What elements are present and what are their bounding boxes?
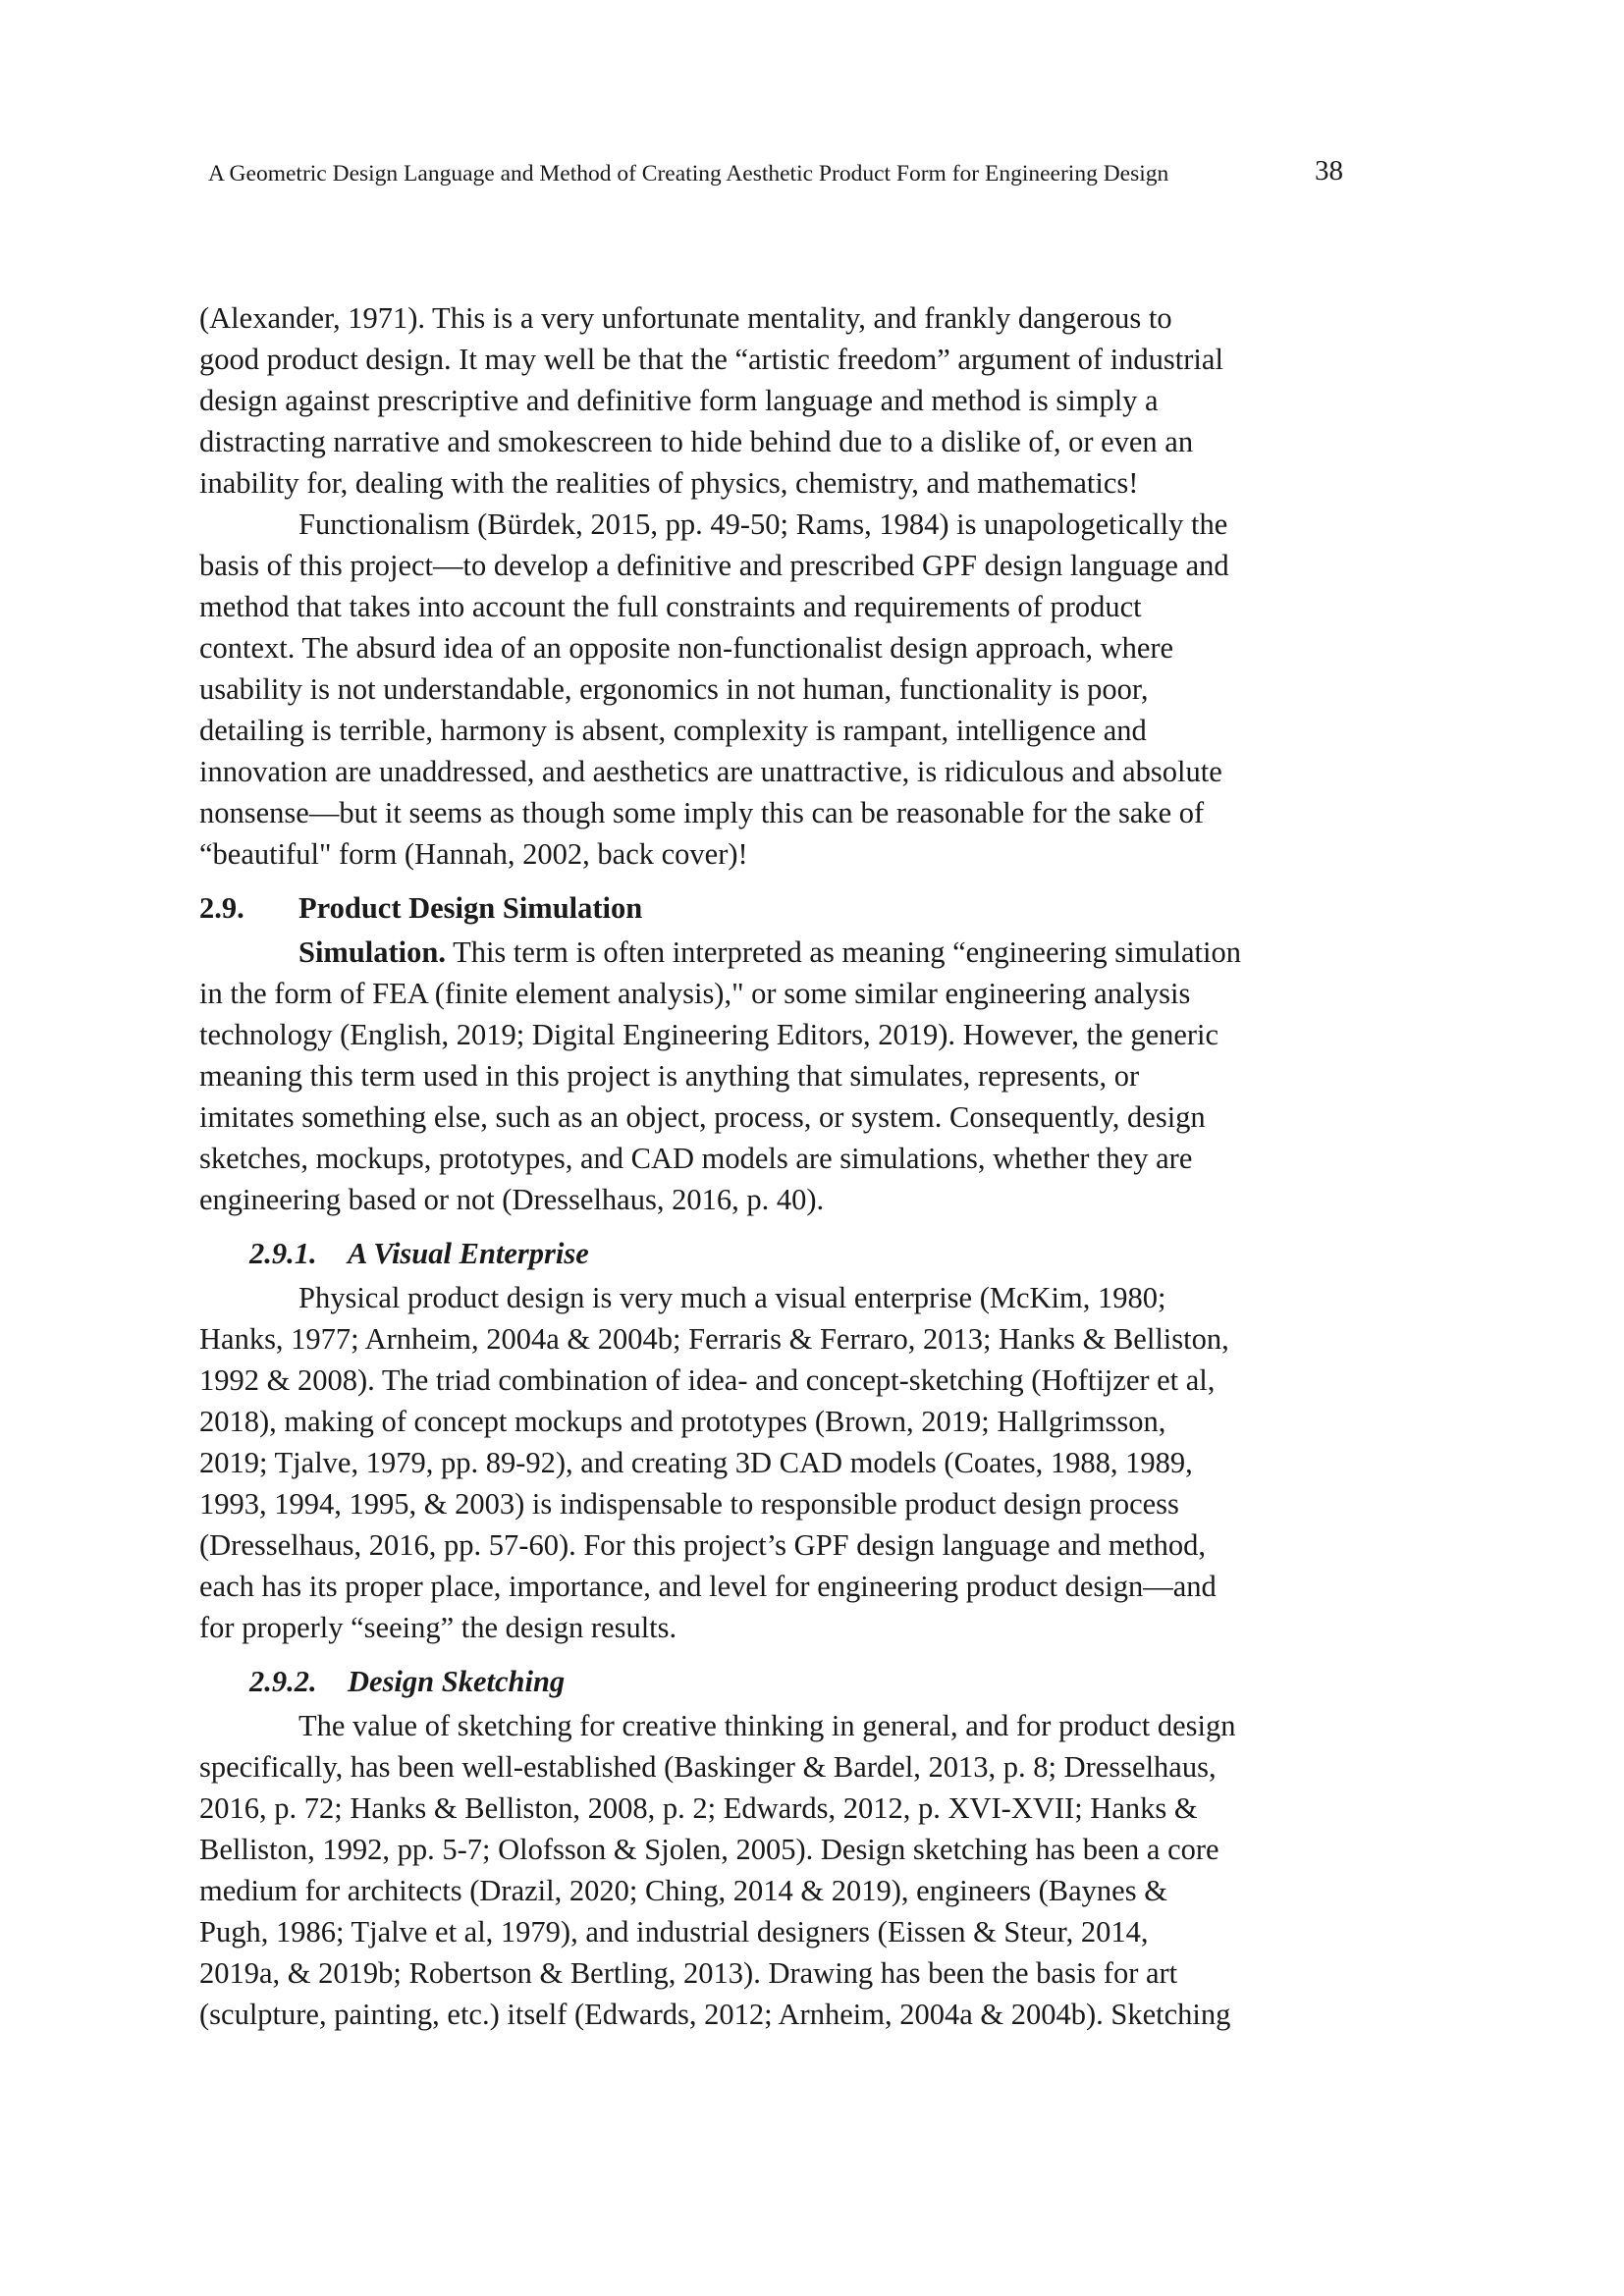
text-line: (sculpture, painting, etc.) itself (Edwards, 2012; Arnheim, 2004a & 2004b). Sketching [199,1998,1231,2031]
text-line: for properly “seeing” the design results. [199,1611,677,1644]
text-line: innovation are unaddressed, and aesthetics are unattractive, is ridiculous and absolute [199,755,1222,788]
text-line: Hanks, 1977; Arnheim, 2004a & 2004b; Ferraris & Ferraro, 2013; Hanks & Belliston, [199,1322,1229,1356]
text-line: (Dresselhaus, 2016, pp. 57-60). For this project’s GPF design language and method, [199,1528,1206,1562]
text-line: meaning this term used in this project is anything that simulates, represents, or [199,1059,1140,1093]
subsection-heading-2-9-2 [199,1658,1346,1705]
text-line: in the form of FEA (finite element analysis)," or some similar engineering analysis [199,977,1191,1010]
text-line: Belliston, 1992, pp. 5-7; Olofsson & Sjolen, 2005). Design sketching has been a core [199,1833,1219,1866]
text-line: 2016, p. 72; Hanks & Belliston, 2008, p. 2; Edwards, 2012, p. XVI-XVII; Hanks & [199,1791,1198,1825]
text-line: Pugh, 1986; Tjalve et al, 1979), and industrial designers (Eissen & Steur, 2014, [199,1915,1149,1949]
text-line: nonsense—but it seems as though some imply this can be reasonable for the sake of [199,796,1205,829]
section-title: Product Design Simulation [298,891,643,925]
text-line: each has its proper place, importance, and level for engineering product design—and [199,1570,1217,1603]
text-line: engineering based or not (Dresselhaus, 2016, p. 40). [199,1183,825,1216]
lead-term: Simulation. [298,935,446,969]
paragraph-visual-enterprise [199,1277,1346,1648]
text-line: design against prescriptive and definitive form language and method is simply a [199,384,1159,417]
text-line: 2019a, & 2019b; Robertson & Bertling, 2013). Drawing has been the basis for art [199,1956,1178,1990]
text-line: detailing is terrible, harmony is absent, complexity is rampant, intelligence and [199,714,1147,747]
text-line: distracting narrative and smokescreen to hide behind due to a dislike of, or even an [199,425,1194,458]
text-line: 2018), making of concept mockups and prototypes (Brown, 2019; Hallgrimsson, [199,1405,1166,1438]
subsection-title: A Visual Enterprise [348,1237,589,1270]
subsection-number: 2.9.1. [249,1237,317,1270]
text-line: usability is not understandable, ergonomics in not human, functionality is poor, [199,672,1149,706]
text-line: imitates something else, such as an object, process, or system. Consequently, design [199,1100,1206,1134]
subsection-title: Design Sketching [348,1665,566,1698]
text-line: (Alexander, 1971). This is a very unfortunate mentality, and frankly dangerous to [199,301,1172,335]
text-line: medium for architects (Drazil, 2020; Ching, 2014 & 2019), engineers (Baynes & [199,1874,1167,1907]
text-line: specifically, has been well-established (Baskinger & Bardel, 2013, p. 8; Dresselhaus, [199,1750,1217,1784]
text-line: Physical product design is very much a visual enterprise (McKim, 1980; [298,1281,1166,1314]
paragraph-design-sketching [199,1705,1346,2035]
text-line: technology (English, 2019; Digital Engineering Editors, 2019). However, the generic [199,1018,1219,1051]
text-line: method that takes into account the full constraints and requirements of product [199,590,1142,623]
text-line: Functionalism (Bürdek, 2015, pp. 49-50; Rams, 1984) is unapologetically the [298,507,1228,541]
text-line: context. The absurd idea of an opposite non-functionalist design approach, where [199,631,1174,665]
text-line [199,932,1346,973]
text-line: inability for, dealing with the realities of physics, chemistry, and mathematics! [199,466,1139,500]
subsection-number: 2.9.2. [249,1665,317,1698]
running-header [208,155,1343,198]
paragraph-functionalism [199,504,1346,875]
page-number: 38 [1315,155,1343,187]
lead-line-rest: This term is often interpreted as meaning “engineering simulation [446,935,1242,969]
section-heading-2-9 [199,884,1346,932]
text-line: “beautiful" form (Hannah, 2002, back cover)! [199,837,748,871]
running-title: A Geometric Design Language and Method of Creating Aesthetic Product Form for Engineering Design [208,161,1169,187]
text-line: 1993, 1994, 1995, & 2003) is indispensable to responsible product design process [199,1487,1179,1521]
paragraph-continuation [199,297,1346,504]
section-number: 2.9. [199,891,244,925]
text-line: sketches, mockups, prototypes, and CAD models are simulations, whether they are [199,1142,1193,1175]
paragraph-simulation [199,932,1346,1220]
text-line: good product design. It may well be that the “artistic freedom” argument of industrial [199,343,1223,376]
text-line: 1992 & 2008). The triad combination of idea- and concept-sketching (Hoftijzer et al, [199,1363,1216,1397]
text-line: 2019; Tjalve, 1979, pp. 89-92), and creating 3D CAD models (Coates, 1988, 1989, [199,1446,1193,1479]
body-text [199,297,1346,2035]
text-line: The value of sketching for creative thinking in general, and for product design [298,1709,1236,1742]
text-line: basis of this project—to develop a definitive and prescribed GPF design language and [199,549,1229,582]
subsection-heading-2-9-1 [199,1230,1346,1277]
